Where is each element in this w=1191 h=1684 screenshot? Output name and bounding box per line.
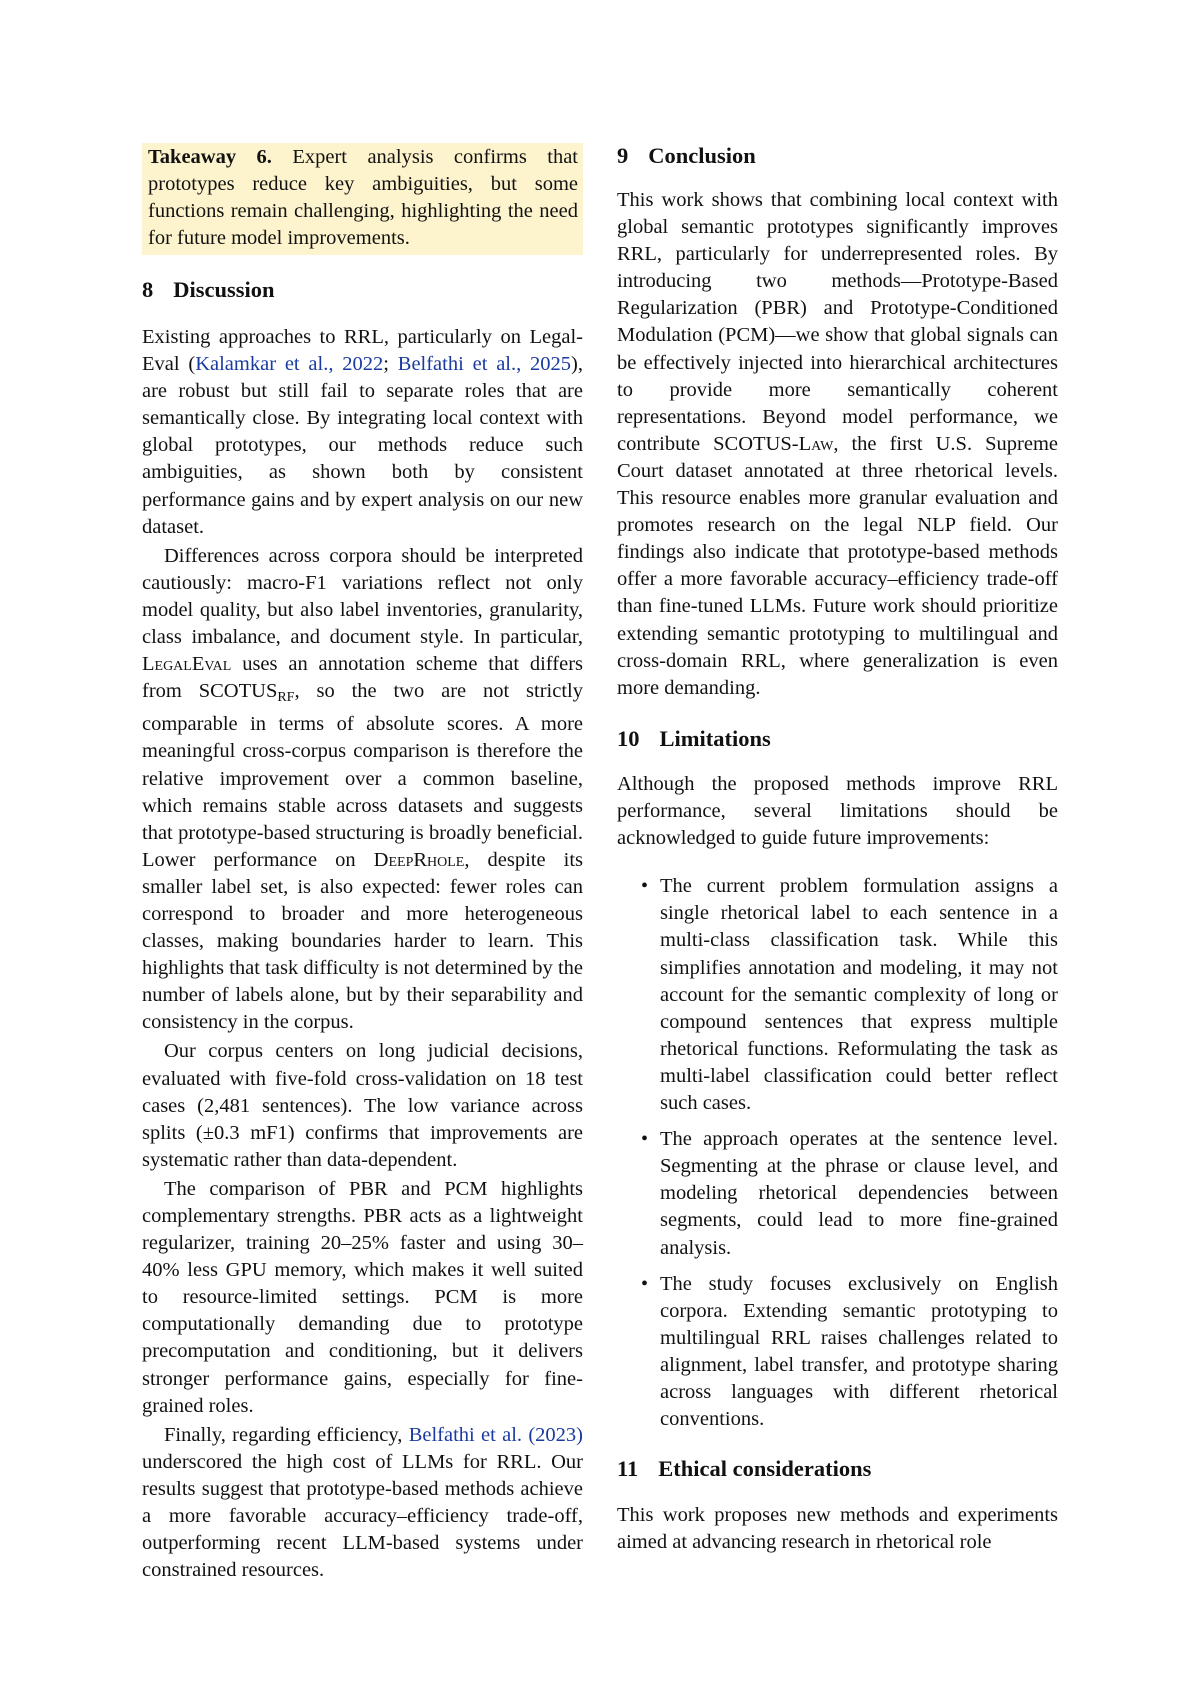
discussion-paragraph-1 — [142, 324, 583, 541]
citation-kalamkar[interactable]: Kalamkar et al., 2022 — [195, 353, 384, 376]
scotus-law-name: SCOTUS-Law — [713, 432, 834, 455]
citation-belfathi-2023[interactable]: Belfathi et al. (2023) — [408, 1423, 584, 1446]
text-run: underscored the high cost of LLMs for RRL. Our results suggest that prototype-based methods achieve a more favorable accuracy–efficiency trade-off, outperforming recent LLM-based systems under constrained resources. — [142, 1450, 583, 1582]
discussion-heading — [142, 277, 275, 303]
discussion-title: Discussion — [173, 277, 275, 302]
discussion-paragraph-4: The comparison of PBR and PCM highlights complementary strengths. PBR acts as a lightweight regularizer, training 20–25% faster and using 30–40% less GPU memory, which makes it well suited to resource-limited settings. PCM is more computationally demanding due to prototype precomputation and conditioning, but it delivers stronger performance gains, especially for fine-grained roles. — [142, 1177, 583, 1417]
text-run: This work shows that combining local context with global semantic prototypes significantly improves RRL, particularly for underrepresented roles. By introducing two methods—Prototype-Based Regularization (PBR) and Prototype-Conditioned Modulation (PCM)—we show that global signals can be effectively injected into hierarchical architectures to provide more semantically coherent representations. Beyond model performance, we contribute — [617, 189, 1058, 455]
discussion-paragraph-5 — [142, 1422, 583, 1585]
text-run: uses an annotation scheme that differs from — [142, 653, 583, 703]
limitations-intro: Although the proposed methods improve RRL performance, several limitations should be acknowledged to guide future improvements: — [617, 773, 1058, 850]
bullet-icon: • — [641, 1128, 649, 1151]
takeaway-body: Expert analysis confirms that prototypes reduce key ambiguities, but some functions remain challenging, highlighting the need for future model improvements. — [148, 146, 578, 250]
list-item-text: The approach operates at the sentence level. Segmenting at the phrase or clause level, and modeling rhetorical dependencies between segments, could lead to more fine-grained analysis. — [660, 1128, 1058, 1259]
list-item-text: The study focuses exclusively on English corpora. Extending semantic prototyping to multilingual RRL raises challenges related to alignment, label transfer, and prototype sharing across languages with different rhetorical conventions. — [660, 1272, 1058, 1431]
discussion-paragraph-3: Our corpus centers on long judicial decisions, evaluated with five-fold cross-validation on 18 test cases (2,481 sentences). The low variance across splits (±0.3 mF1) confirms that improvements are systematic rather than data-dependent. — [142, 1040, 583, 1171]
takeaway-text — [148, 144, 578, 252]
conclusion-body — [617, 187, 1058, 702]
conclusion-number: 9 — [617, 143, 629, 168]
deeprhole-name: DeepRhole — [373, 848, 465, 871]
ethics-title: Ethical considerations — [658, 1456, 872, 1481]
scotus-subscript: RF — [277, 690, 295, 706]
legaleval-name: LegalEval — [142, 653, 232, 676]
text-run: Finally, regarding efficiency, — [164, 1423, 409, 1446]
list-item — [617, 1126, 1058, 1261]
limitations-number: 10 — [617, 726, 640, 751]
text-run: , the first U.S. Supreme Court dataset annotated at three rhetorical levels. This resource enables more granular evaluation and promotes research on the legal NLP field. Our findings also indicate that prototype-based methods offer a more favorable accuracy–efficiency trade-off than fine-tuned LLMs. Future work should prioritize extending semantic prototyping to multilingual and cross-domain RRL, where generalization is even more demanding. — [617, 432, 1058, 699]
conclusion-title: Conclusion — [648, 143, 756, 168]
text-run: ; — [383, 353, 398, 376]
discussion-paragraph-2 — [142, 543, 583, 1037]
text-run: , so the two are not strictly comparable in terms of absolute scores. A more meaningful cross-corpus comparison is therefore the relative improvement over a common baseline, which remains stable across datasets and suggests that prototype-based structuring is broadly beneficial. Lower performance on — [142, 680, 583, 871]
takeaway-box — [142, 143, 583, 255]
ethics-number: 11 — [617, 1456, 639, 1481]
takeaway-label: Takeaway 6. — [148, 146, 272, 168]
list-item — [617, 1271, 1058, 1434]
text-run: Differences across corpora should be interpreted cautiously: macro-F1 variations reflect not only model quality, but also label inventories, granularity, class imbalance, and document style. In particular, — [142, 544, 583, 649]
bullet-icon: • — [641, 1272, 649, 1295]
scotus-rf-name — [198, 680, 295, 706]
citation-belfathi-2025[interactable]: Belfathi et al., 2025 — [397, 353, 572, 376]
text-run: ), are robust but still fail to separate roles that are semantically close. By integrating local context with global prototypes, our methods reduce such ambiguities, as shown both by consistent performance gains and by expert analysis on our new dataset. — [142, 353, 583, 538]
conclusion-heading — [617, 143, 756, 169]
limitations-title: Limitations — [659, 726, 771, 751]
bullet-icon: • — [641, 875, 649, 898]
ethics-heading — [617, 1456, 871, 1482]
limitations-body — [617, 771, 1058, 1433]
scotus-text: SCOTUS — [198, 680, 278, 703]
discussion-number: 8 — [142, 277, 154, 302]
limitations-list — [617, 873, 1058, 1433]
ethics-paragraph: This work proposes new methods and experiments aimed at advancing research in rhetorical role — [617, 1504, 1058, 1554]
conclusion-paragraph — [617, 187, 1058, 702]
list-item — [617, 873, 1058, 1117]
ethics-body — [617, 1502, 1058, 1556]
text-run: , despite its smaller label set, is also expected: fewer roles can correspond to broader and more heterogeneous classes, making boundaries harder to learn. This highlights that task difficulty is not determined by the number of labels alone, but by their separability and consistency in the corpus. — [142, 848, 583, 1034]
list-item-text: The current problem formulation assigns a single rhetorical label to each sentence in a multi-class classification task. While this simplifies annotation and modeling, it may not account for the semantic complexity of long or compound sentences that express multiple rhetorical functions. Reformulating the task as multi-label classification could better reflect such cases. — [660, 875, 1058, 1115]
text-run: Existing approaches to RRL, particularly on Legal-Eval ( — [142, 326, 583, 376]
limitations-heading — [617, 726, 771, 752]
discussion-body — [142, 324, 583, 1584]
